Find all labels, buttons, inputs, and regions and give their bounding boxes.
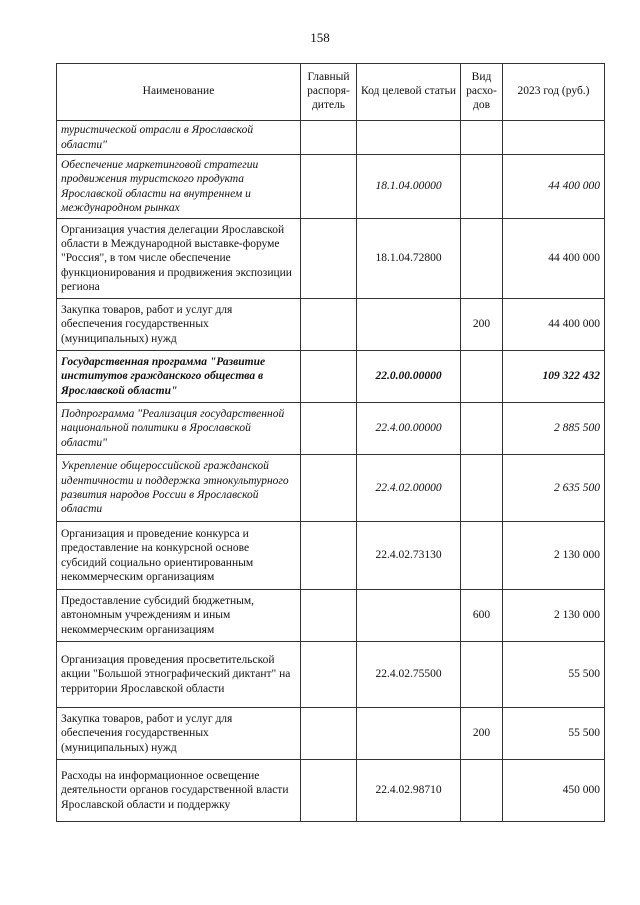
cell-admin [301,403,357,455]
cell-name: Закупка товаров, работ и услуг для обеспечения государственных (муниципальных) нужд [57,708,301,760]
cell-name: Организация и проведение конкурса и предоставление на конкурсной основе субсидий социально ориентированным некоммерческим организациям [57,522,301,590]
cell-amount: 44 400 000 [503,219,605,299]
cell-expense-kind [461,455,503,522]
cell-target-code: 18.1.04.00000 [357,155,461,219]
cell-admin [301,299,357,351]
cell-expense-kind [461,642,503,708]
cell-admin [301,219,357,299]
cell-expense-kind: 200 [461,708,503,760]
table-row [57,155,605,219]
cell-target-code [357,590,461,642]
cell-expense-kind [461,155,503,219]
cell-target-code: 22.4.02.00000 [357,455,461,522]
cell-amount [503,121,605,155]
table-row [57,121,605,155]
cell-expense-kind: 600 [461,590,503,642]
header-kind: Вид расхо-дов [461,64,503,121]
budget-table [56,63,605,822]
cell-expense-kind [461,760,503,822]
header-code: Код целевой статьи [357,64,461,121]
cell-target-code [357,121,461,155]
cell-target-code: 18.1.04.72800 [357,219,461,299]
cell-amount: 2 885 500 [503,403,605,455]
cell-amount: 55 500 [503,642,605,708]
cell-name: Расходы на информационное освещение деятельности органов государственной власти Ярославской области и поддержку [57,760,301,822]
cell-name: Закупка товаров, работ и услуг для обеспечения государственных (муниципальных) нужд [57,299,301,351]
cell-admin [301,590,357,642]
cell-amount: 109 322 432 [503,351,605,403]
table-body [57,121,605,822]
table-row [57,455,605,522]
table-row [57,708,605,760]
cell-amount: 44 400 000 [503,155,605,219]
cell-admin [301,760,357,822]
cell-admin [301,155,357,219]
table-header-row [57,64,605,121]
table-row [57,522,605,590]
cell-target-code: 22.4.02.98710 [357,760,461,822]
cell-target-code: 22.4.02.75500 [357,642,461,708]
cell-admin [301,351,357,403]
cell-name: Предоставление субсидий бюджетным, автономным учреждениям и иным некоммерческим организациям [57,590,301,642]
table-row [57,403,605,455]
cell-target-code [357,708,461,760]
cell-name: Организация участия делегации Ярославской области в Международной выставке-форуме "Россия", в том числе обеспечение функционирования и продвижения экспозиции региона [57,219,301,299]
cell-name: Государственная программа "Развитие институтов гражданского общества в Ярославской области" [57,351,301,403]
cell-name: туристической отрасли в Ярославской области" [57,121,301,155]
cell-amount: 44 400 000 [503,299,605,351]
cell-amount: 55 500 [503,708,605,760]
table-row [57,642,605,708]
table-row [57,299,605,351]
cell-target-code: 22.4.00.00000 [357,403,461,455]
cell-name: Укрепление общероссийской гражданской идентичности и поддержка этнокультурного развития народов России в Ярославской области [57,455,301,522]
cell-expense-kind [461,351,503,403]
cell-admin [301,708,357,760]
page-number: 158 [310,30,330,45]
cell-amount: 2 130 000 [503,590,605,642]
cell-amount: 2 130 000 [503,522,605,590]
cell-target-code [357,299,461,351]
cell-expense-kind [461,522,503,590]
cell-admin [301,522,357,590]
header-admin: Главный распоря-дитель [301,64,357,121]
cell-admin [301,642,357,708]
cell-amount: 2 635 500 [503,455,605,522]
table-row [57,760,605,822]
cell-name: Подпрограмма "Реализация государственной национальной политики в Ярославской области" [57,403,301,455]
table-row [57,219,605,299]
cell-name: Организация проведения просветительской акции "Большой этнографический диктант" на территории Ярославской области [57,642,301,708]
cell-name: Обеспечение маркетинговой стратегии продвижения туристского продукта Ярославской области на внутреннем и международном рынках [57,155,301,219]
table-row [57,351,605,403]
cell-expense-kind: 200 [461,299,503,351]
header-name: Наименование [57,64,301,121]
cell-admin [301,121,357,155]
cell-admin [301,455,357,522]
cell-target-code: 22.0.00.00000 [357,351,461,403]
cell-expense-kind [461,121,503,155]
cell-expense-kind [461,219,503,299]
header-amount: 2023 год (руб.) [503,64,605,121]
cell-target-code: 22.4.02.73130 [357,522,461,590]
cell-amount: 450 000 [503,760,605,822]
table-row [57,590,605,642]
cell-expense-kind [461,403,503,455]
